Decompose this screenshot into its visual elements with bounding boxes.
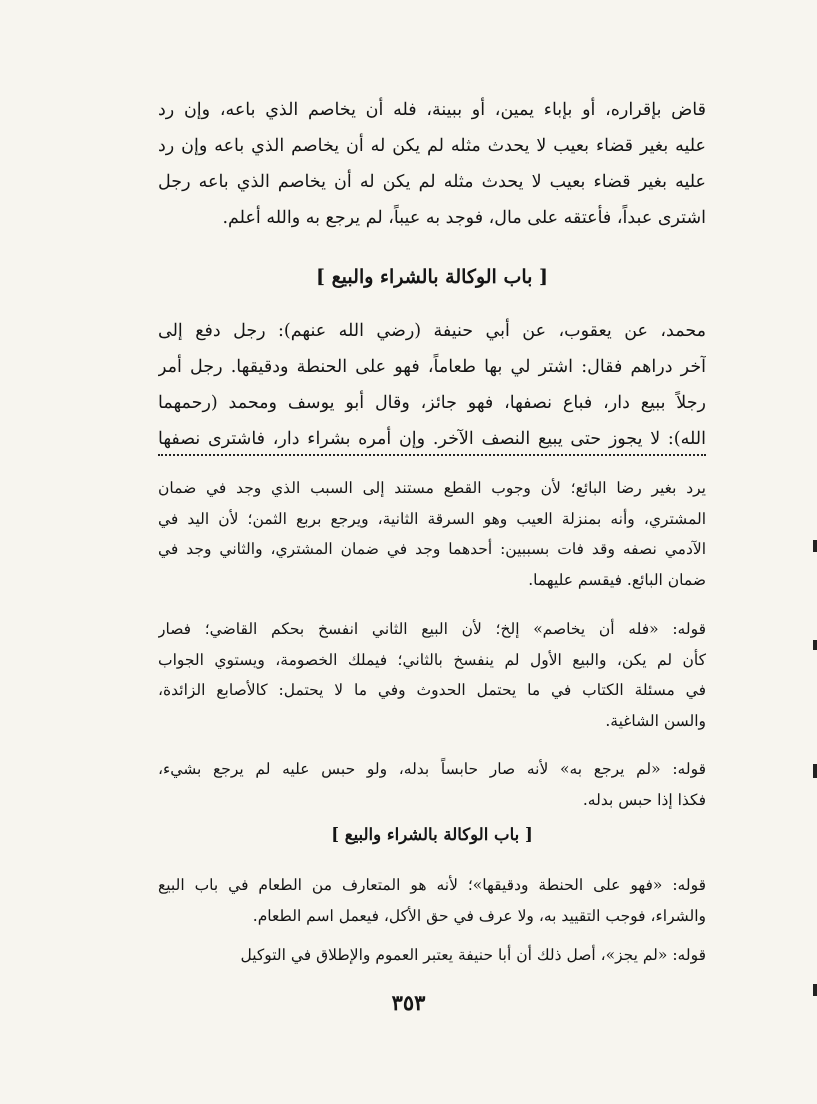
text-line: يرد بغير رضا البائع؛ لأن وجوب القطع مستند إلى السبب الذي وجد في ضمان	[158, 479, 706, 497]
main-text-block-top	[158, 92, 706, 236]
text-line: محمد، عن يعقوب، عن أبي حنيفة (رضي الله عنهم): رجل دفع إلى	[158, 321, 706, 341]
text-line: قوله: «لم يرجع به» لأنه صار حابساً بدله، ولو حبس عليه لم يرجع بشيء،	[158, 760, 706, 778]
text-line: المشتري، وأنه بمنزلة العيب وهو السرقة الثانية، ويرجع بربع الثمن؛ لأن اليد في	[158, 509, 706, 528]
chapter-heading-commentary: [ باب الوكالة بالشراء والبيع ]	[331, 825, 533, 844]
main-text-block-second	[158, 313, 706, 457]
text-line: والشراء، فوجب التقييد به، ولا عرف في حق الأكل، فيعمل اسم الطعام.	[252, 906, 706, 925]
text-line: رجلاً ببيع دار، فباع نصفها، فهو جائز، وقال أبو يوسف ومحمد (رحمهما	[158, 393, 706, 413]
page-number: ٣٥٣	[391, 990, 426, 1015]
scan-edge-mark	[813, 764, 817, 778]
text-line: ضمان البائع. فيقسم عليهما.	[528, 570, 706, 589]
text-line: فكذا إذا حبس بدله.	[582, 790, 706, 809]
commentary-block-2	[158, 614, 706, 736]
text-line: في مسئلة الكتاب في ما يحتمل الحدوث وفي ما لا يحتمل: كالأصابع الزائدة،	[158, 681, 706, 699]
text-line: عليه بغير قضاء بعيب لا يحدث مثله لم يكن له أن يخاصم الذي باعه وإن رد	[158, 136, 706, 156]
text-line: قوله: «فهو على الحنطة ودقيقها»؛ لأنه هو المتعارف من الطعام في باب البيع	[158, 876, 706, 894]
commentary-block-4	[158, 870, 706, 931]
text-line: قاض بإقراره، أو بإباء يمين، أو ببينة، فله أن يخاصم الذي باعه، وإن رد	[158, 100, 706, 120]
dotted-separator	[158, 454, 706, 456]
text-line: كأن لم يكن، والبيع الأول لم ينفسخ بالثاني؛ فيملك الخصومة، ويستوي الجواب	[158, 650, 706, 669]
text-line: الله): لا يجوز حتى يبيع النصف الآخر. وإن أمره بشراء دار، فاشترى نصفها	[158, 429, 706, 449]
text-line: اشترى عبداً، فأعتقه على مال، فوجد به عيباً، لم يرجع به والله أعلم.	[222, 208, 706, 228]
text-line: عليه بغير قضاء بعيب لا يحدث مثله لم يكن له أن يخاصم الذي باعه رجل	[158, 172, 706, 192]
scan-edge-mark	[813, 540, 817, 552]
chapter-heading: [ باب الوكالة بالشراء والبيع ]	[315, 266, 549, 288]
text-line: الآدمي نصفه وقد فات بسببين: أحدهما وجد في ضمان المشتري، والثاني وجد في	[158, 540, 706, 558]
commentary-block-5	[158, 940, 706, 971]
text-line: قوله: «فله أن يخاصم» إلخ؛ لأن البيع الثاني انفسخ بحكم القاضي؛ فصار	[158, 620, 706, 638]
scan-edge-mark	[813, 984, 817, 996]
text-line: والسن الشاغية.	[605, 711, 706, 730]
commentary-block-1	[158, 473, 706, 595]
scan-edge-mark	[813, 640, 817, 650]
commentary-block-3	[158, 754, 706, 815]
text-line: آخر دراهم فقال: اشتر لي بها طعاماً، فهو على الحنطة ودقيقها. رجل أمر	[158, 357, 706, 377]
text-line: قوله: «لم يجز»، أصل ذلك أن أبا حنيفة يعتبر العموم والإطلاق في التوكيل	[240, 946, 706, 964]
